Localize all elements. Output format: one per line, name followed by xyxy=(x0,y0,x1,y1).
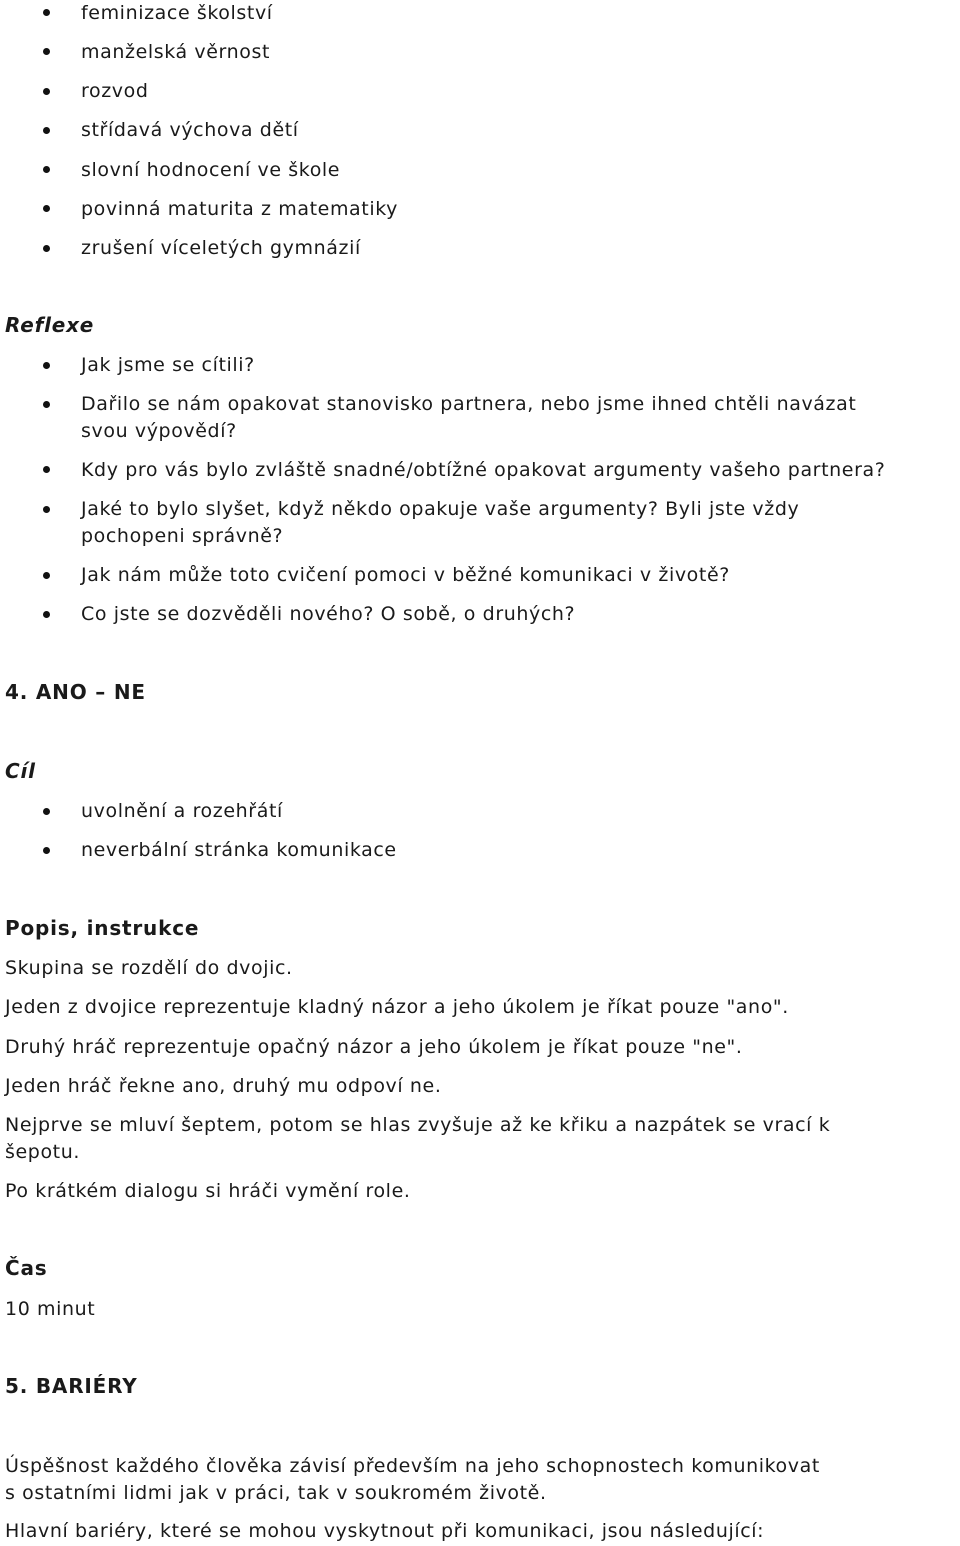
bullet-icon xyxy=(43,847,50,854)
instruction-line: Po krátkém dialogu si hráči vymění role. xyxy=(5,1180,411,1202)
instruction-line: Jeden hráč řekne ano, druhý mu odpoví ne. xyxy=(5,1075,442,1097)
list-item: střídavá výchova dětí xyxy=(81,119,299,141)
paragraph-line: s ostatními lidmi jak v práci, tak v soukromém životě. xyxy=(5,1482,547,1504)
cas-value: 10 minut xyxy=(5,1298,96,1320)
instruction-line: šepotu. xyxy=(5,1141,81,1163)
bullet-icon xyxy=(43,808,50,815)
bullet-icon xyxy=(43,166,50,173)
list-item: rozvod xyxy=(81,80,149,102)
popis-heading: Popis, instrukce xyxy=(5,916,200,940)
list-item: Jaké to bylo slyšet, když někdo opakuje vaše argumenty? Byli jste vždy xyxy=(81,498,800,520)
bullet-icon xyxy=(43,205,50,212)
cas-heading: Čas xyxy=(5,1256,48,1280)
cil-heading: Cíl xyxy=(5,759,36,783)
list-item: Jak jsme se cítili? xyxy=(81,354,255,376)
bullet-icon xyxy=(43,127,50,134)
list-item: manželská věrnost xyxy=(81,41,271,63)
reflexe-heading: Reflexe xyxy=(5,313,95,337)
bullet-icon xyxy=(43,506,50,513)
list-item: Dařilo se nám opakovat stanovisko partnera, nebo jsme ihned chtěli navázat xyxy=(81,393,857,415)
bullet-icon xyxy=(43,611,50,618)
list-item: neverbální stránka komunikace xyxy=(81,839,397,861)
list-item: zrušení víceletých gymnázií xyxy=(81,237,361,259)
bullet-icon xyxy=(43,48,50,55)
list-item-continuation: svou výpovědí? xyxy=(81,420,237,442)
instruction-line: Jeden z dvojice reprezentuje kladný názor a jeho úkolem je říkat pouze "ano". xyxy=(5,996,789,1018)
section-5-heading: 5. BARIÉRY xyxy=(5,1374,138,1398)
list-item: povinná maturita z matematiky xyxy=(81,198,398,220)
list-item: Jak nám může toto cvičení pomoci v běžné komunikaci v životě? xyxy=(81,564,730,586)
bullet-icon xyxy=(43,572,50,579)
section-4-heading: 4. ANO – NE xyxy=(5,680,146,704)
bullet-icon xyxy=(43,9,50,16)
list-item-continuation: pochopeni správně? xyxy=(81,525,284,547)
paragraph-line: Hlavní bariéry, které se mohou vyskytnout při komunikaci, jsou následující: xyxy=(5,1520,765,1542)
instruction-line: Nejprve se mluví šeptem, potom se hlas zvyšuje až ke křiku a nazpátek se vrací k xyxy=(5,1114,831,1136)
bullet-icon xyxy=(43,401,50,408)
bullet-icon xyxy=(43,245,50,252)
paragraph-line: Úspěšnost každého člověka závisí především na jeho schopnostech komunikovat xyxy=(5,1455,820,1477)
instruction-line: Skupina se rozdělí do dvojic. xyxy=(5,957,293,979)
bullet-icon xyxy=(43,466,50,473)
list-item: feminizace školství xyxy=(81,2,273,24)
bullet-icon xyxy=(43,88,50,95)
list-item: slovní hodnocení ve škole xyxy=(81,159,341,181)
list-item: Co jste se dozvěděli nového? O sobě, o druhých? xyxy=(81,603,576,625)
list-item: Kdy pro vás bylo zvláště snadné/obtížné opakovat argumenty vašeho partnera? xyxy=(81,459,886,481)
bullet-icon xyxy=(43,362,50,369)
list-item: uvolnění a rozehřátí xyxy=(81,800,283,822)
instruction-line: Druhý hráč reprezentuje opačný názor a jeho úkolem je říkat pouze "ne". xyxy=(5,1036,743,1058)
